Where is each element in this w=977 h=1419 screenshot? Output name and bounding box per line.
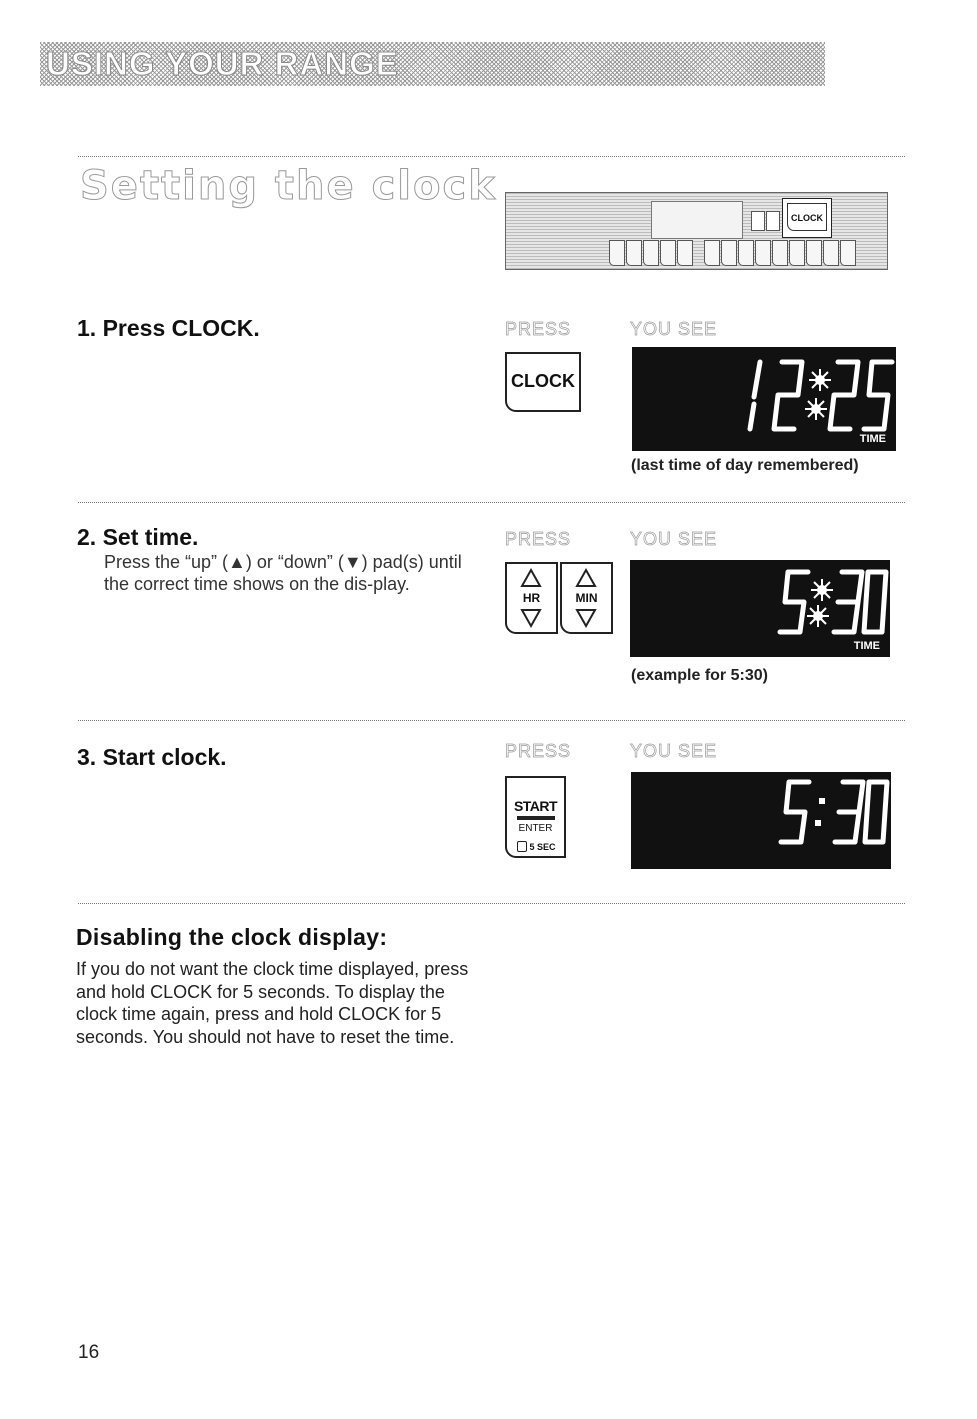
disabling-paragraph: If you do not want the clock time displayed, press and hold CLOCK for 5 seconds. To display the clock time again, press and hold CLOCK for 5 seconds. You should not have to reset the time. (76, 959, 469, 1047)
clock-key-label: CLOCK (511, 371, 575, 391)
press-label: PRESS (505, 319, 572, 339)
divider (78, 502, 905, 503)
lcd-digits (630, 560, 890, 657)
lock-icon (517, 841, 527, 852)
press-label: PRESS (505, 741, 572, 761)
you-see-label: YOU SEE (630, 529, 718, 549)
display-step-2 (630, 560, 890, 657)
start-key-bar (517, 816, 555, 820)
press-label: PRESS (505, 529, 572, 549)
display-step-3 (631, 772, 891, 869)
panel-display (651, 201, 743, 239)
lock-5sec (517, 841, 556, 852)
hour-key[interactable] (505, 562, 558, 634)
lcd-digits (631, 772, 891, 869)
step-2-instructions: Press the “up” (▲) or “down” (▼) pad(s) until the correct time shows on the dis-play. (104, 552, 462, 594)
panel-clock-key (782, 198, 832, 238)
panel-clock-label: CLOCK (787, 203, 827, 231)
start-key-label: START (513, 798, 558, 814)
enter-label: ENTER (518, 823, 553, 834)
five-sec-label: 5 SEC (529, 842, 556, 852)
banner-title: USING YOUR RANGE (46, 45, 399, 82)
minute-key[interactable] (560, 562, 613, 634)
minute-key-label: MIN (575, 591, 598, 605)
you-see-label: YOU SEE (630, 319, 718, 339)
panel-indicator (766, 211, 780, 231)
step-2-caption: (example for 5:30) (631, 667, 768, 684)
lcd-time-tag: TIME (853, 640, 880, 652)
start-key[interactable] (505, 776, 566, 858)
divider (78, 720, 905, 721)
divider (78, 156, 905, 157)
step-3-title: 3. Start clock. (77, 744, 227, 770)
display-step-1 (632, 347, 896, 451)
panel-key-row (609, 240, 856, 266)
step-2-title: 2. Set time. (77, 524, 199, 550)
clock-key[interactable] (505, 352, 581, 412)
lcd-digits (632, 347, 896, 451)
panel-indicator (751, 211, 765, 231)
hour-key-label: HR (522, 591, 541, 605)
control-panel-illustration (505, 192, 888, 270)
divider (78, 903, 905, 904)
you-see-label: YOU SEE (630, 741, 718, 761)
lcd-time-tag: TIME (859, 433, 886, 445)
step-1-title: 1. Press CLOCK. (77, 315, 260, 341)
step-1-caption: (last time of day remembered) (631, 457, 859, 474)
page-number: 16 (78, 1342, 100, 1363)
section-title: Setting the clock (80, 163, 497, 209)
header-banner (40, 42, 825, 86)
disabling-heading: Disabling the clock display: (76, 924, 388, 950)
